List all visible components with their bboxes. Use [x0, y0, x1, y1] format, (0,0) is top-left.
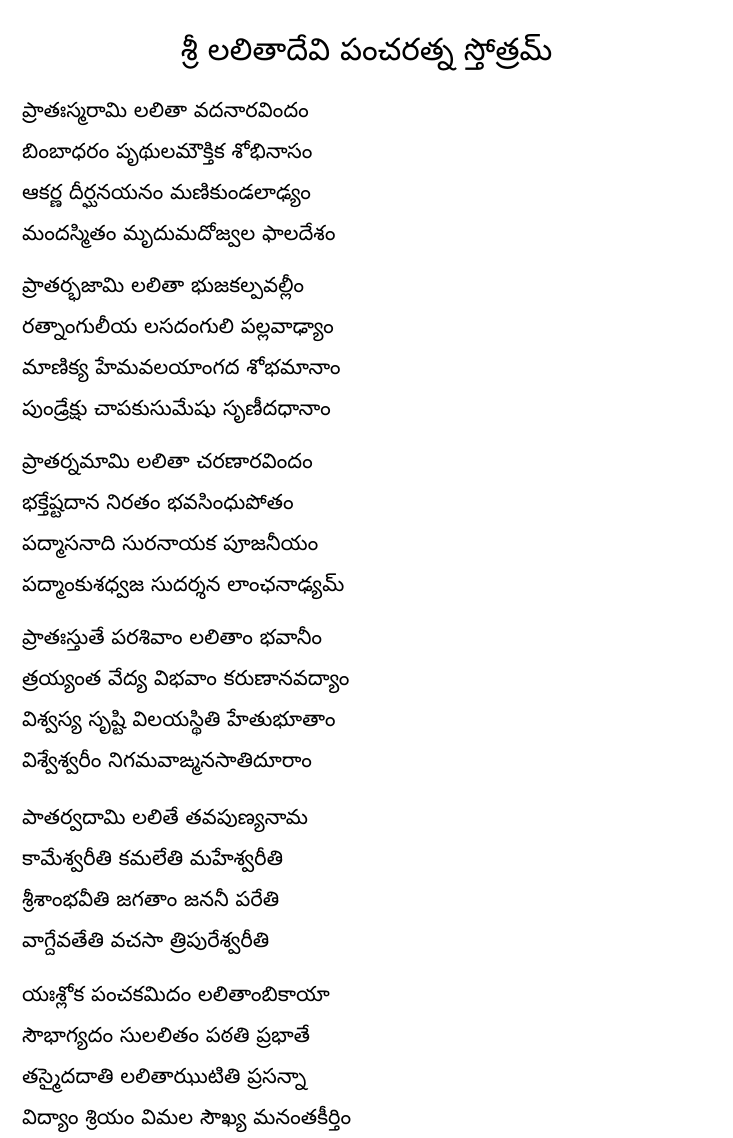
verse-line: విశ్వస్య సృష్టి విలయస్థితి హేతుభూతాం [22, 707, 336, 731]
verse-line: ప్రాతర్నమామి లలితా చరణారవిందం [22, 449, 313, 473]
verse-line: పుండ్రేక్షు చాపకుసుమేషు సృణీదధానాం [22, 396, 331, 420]
stanza-6 [22, 974, 351, 1138]
page-title: శ్రీ లలితాదేవి పంచరత్న స్తోత్రమ్ [180, 32, 553, 68]
verse-line: భక్తేష్టదాన నిరతం భవసింధుపోతం [22, 490, 294, 514]
stanza-4 [22, 617, 349, 781]
stanza-1 [22, 90, 336, 254]
verse-line: రత్నాంగులీయ లసదంగులి పల్లవాఢ్యాం [22, 314, 334, 338]
stanza-3 [22, 441, 344, 605]
verse-line: విశ్వేశ్వరీం నిగమవాఙ్మనసాతిదూరాం [22, 748, 312, 772]
verse-line: విద్యాం శ్రియం విమల సౌఖ్య మనంతకీర్తిం [22, 1105, 352, 1129]
verse-line: శ్రీశాంభవీతి జగతాం జననీ పరేతి [22, 887, 280, 911]
verse-line: మందస్మితం మృదుమదోజ్వల ఫాలదేశం [22, 221, 336, 245]
verse-line: త్రయ్యంత వేద్య విభవాం కరుణానవద్యాం [22, 666, 350, 690]
verse-line: సౌభాగ్యదం సులలితం పఠతి ప్రభాతే [22, 1023, 311, 1047]
verse-line: కామేశ్వరీతి కమలేతి మహేశ్వరీతి [22, 846, 284, 870]
verse-line: ఆకర్ణ దీర్ఘనయనం మణికుండలాఢ్యం [22, 180, 311, 204]
verse-line: పాతర్వదామి లలితే తవపుణ్యనామ [22, 805, 309, 829]
verse-line: ప్రాతఃస్మరామి లలితా వదనారవిందం [22, 98, 309, 122]
stanza-2 [22, 265, 341, 429]
stanza-5 [22, 797, 308, 961]
verse-line: పద్మాంకుశధ్వజ సుదర్శన లాంఛనాఢ్యమ్ [22, 572, 345, 596]
verse-line: ప్రాతఃస్తుతే పరశివాం లలితాం భవానీం [22, 625, 323, 649]
verse-line: పద్మాసనాది సురనాయక పూజనీయం [22, 531, 319, 555]
verse-line: వాగ్దేవతేతి వచసా త్రిపురేశ్వరీతి [22, 928, 270, 952]
verse-line: యఃశ్లోక పంచకమిదం లలితాంబికాయా [22, 982, 330, 1006]
verse-line: మాణిక్య హేమవలయాంగద శోభమానాం [22, 355, 341, 379]
verse-line: ప్రాతర్భజామి లలితా భుజకల్పవల్లీం [22, 273, 304, 297]
verse-line: బింబాధరం పృథులమౌక్తిక శోభినాసం [22, 139, 313, 163]
verse-line: తస్మైదదాతి లలితాఝుటితి ప్రసన్నా [22, 1064, 307, 1088]
